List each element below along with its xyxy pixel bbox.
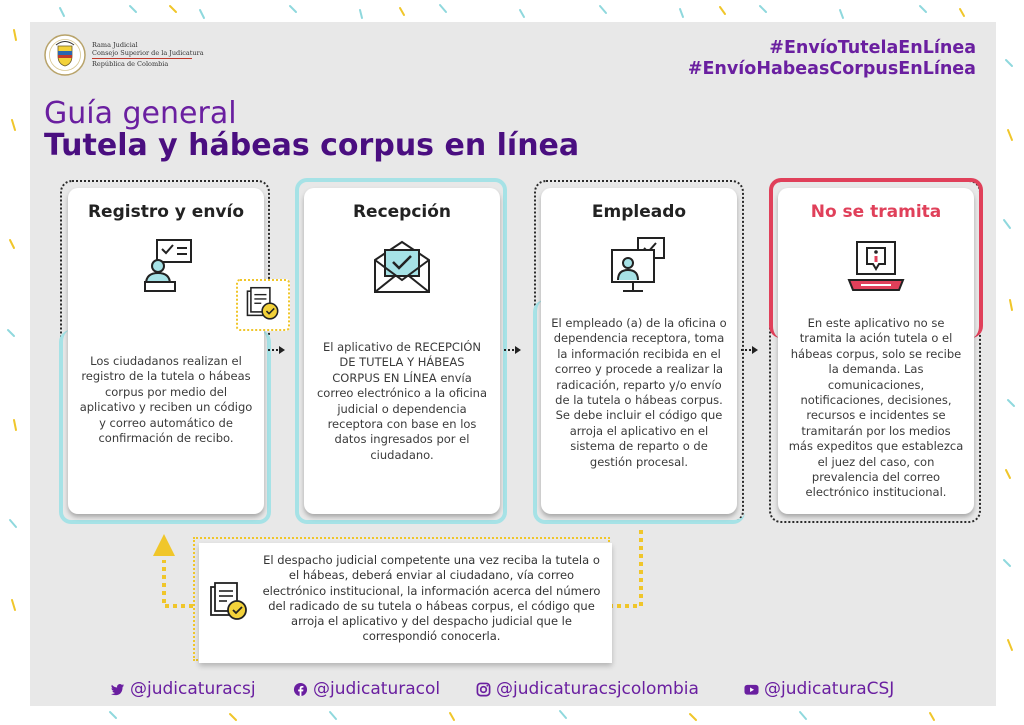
step-3-heading: Empleado — [591, 202, 687, 222]
social-youtube[interactable] — [744, 679, 894, 699]
logo-line-3: República de Colombia — [92, 60, 169, 68]
youtube-icon — [744, 682, 759, 697]
step-1-text: Los ciudadanos realizan el registro de la tutela o hábeas corpus por medio del aplicativo y reciben un código y correo automático de confirmación de recibo. — [79, 354, 253, 446]
social-instagram[interactable] — [476, 679, 699, 699]
facebook-handle: @judicaturacol — [313, 679, 441, 699]
page-title: Tutela y hábeas corpus en línea — [44, 128, 580, 163]
logo-line-2: Consejo Superior de la Judicatura — [92, 49, 204, 57]
social-twitter[interactable] — [110, 679, 256, 699]
facebook-icon — [293, 682, 308, 697]
hashtag-tutela: #EnvíoTutelaEnLínea — [769, 38, 976, 58]
step-4-text: En este aplicativo no se tramita la ación tutela o el hábeas corpus, solo se recibe la demanda. Las comunicaciones, notificaciones, decisiones, recursos e incidentes se tramitarán por los medios más expeditos que establezca el juez del caso, con prevalencia del correo electrónico institucional. — [788, 316, 964, 500]
document-check-icon — [207, 581, 251, 625]
step-4-heading: No se tramita — [810, 202, 942, 222]
instagram-handle: @judicaturacsjcolombia — [496, 679, 699, 699]
youtube-handle: @judicaturaCSJ — [764, 679, 895, 699]
social-facebook[interactable] — [293, 679, 440, 699]
hashtag-habeas: #EnvíoHabeasCorpusEnLínea — [687, 59, 976, 79]
step-1-heading: Registro y envío — [87, 202, 245, 222]
instagram-icon — [476, 682, 491, 697]
page-subtitle: Guía general — [44, 96, 237, 131]
step-2-text: El aplicativo de RECEPCIÓN DE TUTELA Y HÁBEAS CORPUS EN LÍNEA envía correo electrónico a la oficina judicial o dependencia receptora con base en los datos ingresados por el ciudadano. — [316, 340, 488, 462]
logo-line-1: Rama Judicial — [92, 41, 138, 49]
step-2-heading: Recepción — [352, 202, 452, 222]
notice-text: El despacho judicial competente una vez reciba la tutela o el hábeas, deberá enviar al ciudadano, vía correo electrónico institucional, la información acerca del número del radicado de su tutela o hábeas corpus, el código que arroja el aplicativo y del despacho judicial que le correspondió conocerla. — [262, 553, 601, 644]
step-3-text: El empleado (a) de la oficina o dependencia receptora, toma la información recibida en el correo y procede a realizar la radicación, reparto y/o envío de la tutela o hábeas corpus. Se debe incluir el código que arroja el aplicativo en el sistema de reparto o de gestión procesal. — [551, 316, 727, 469]
twitter-icon — [110, 682, 125, 697]
notice-card — [199, 543, 612, 663]
twitter-handle: @judicaturacsj — [130, 679, 256, 699]
